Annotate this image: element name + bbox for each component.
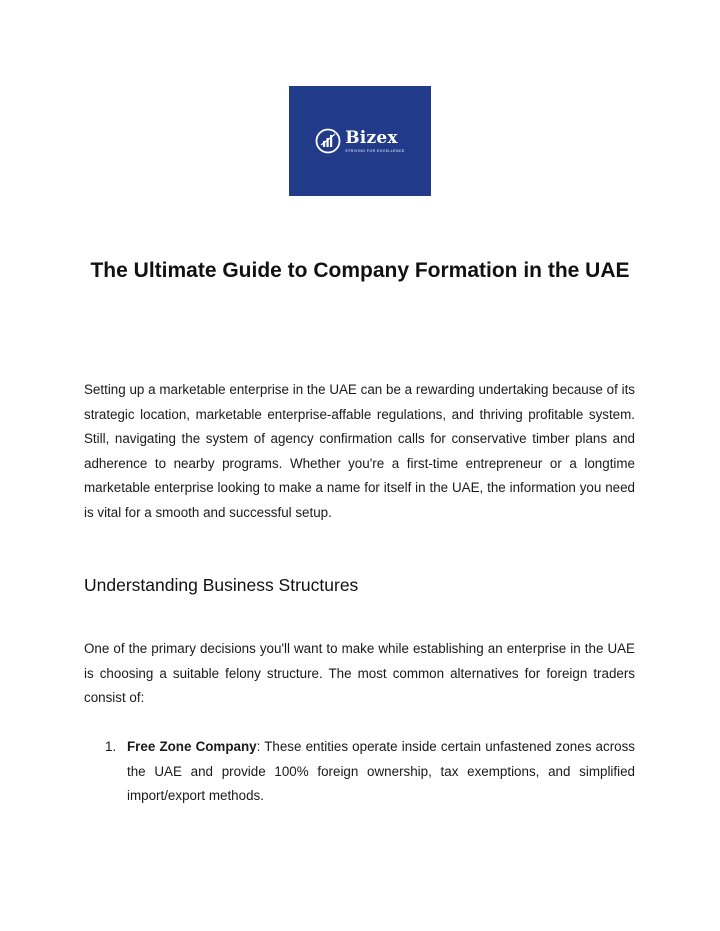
- logo-lockup: [315, 128, 405, 154]
- section-heading: Understanding Business Structures: [84, 575, 359, 595]
- logo-tagline: STRIVING FOR EXCELLENCE: [345, 148, 405, 153]
- section-paragraph: One of the primary decisions you'll want to make while establishing an enterprise in the UAE is choosing a suitable felony structure. The most common alternatives for foreign traders consist of:: [84, 641, 635, 706]
- logo-wordmark: Bizex: [345, 127, 398, 148]
- list-item-number: 1.: [105, 739, 117, 754]
- list-item-term: Free Zone Company: [127, 739, 257, 754]
- intro-paragraph: Setting up a marketable enterprise in the UAE can be a rewarding undertaking because of its strategic location, marketable enterprise-affable regulations, and thriving profitable system. Still, navigating the system of agency confirmation calls for conservative timber plans and adherence to nearby programs. Whether you're a first-time entrepreneur or a longtime marketable enterprise looking to make a name for itself in the UAE, the information you need is vital for a smooth and successful setup.: [84, 382, 635, 520]
- structure-list: [84, 735, 635, 809]
- logo-text: [345, 127, 405, 153]
- list-item-description: : These entities operate inside certain unfastened zones across the UAE and provide 100% foreign ownership, tax exemptions, and simplified import/export methods.: [127, 739, 635, 804]
- logo-mark-icon: [315, 128, 341, 154]
- company-logo: [289, 86, 431, 196]
- document-title: The Ultimate Guide to Company Formation in the UAE: [90, 259, 630, 282]
- list-item: [84, 735, 635, 809]
